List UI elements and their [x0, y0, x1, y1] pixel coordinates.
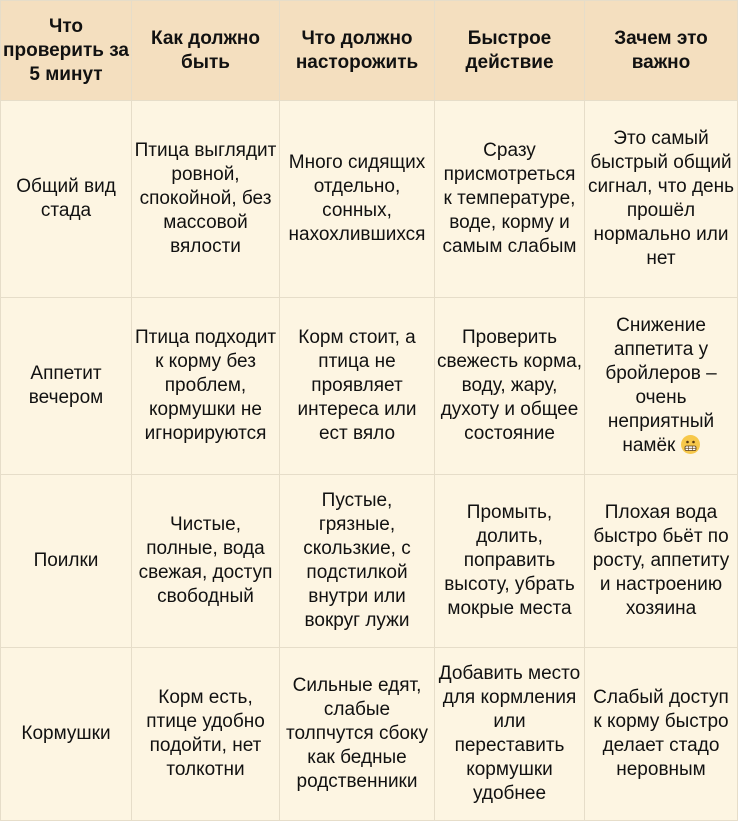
- cell-expected: Птица выглядит ровной, спокойной, без массовой вялости: [132, 101, 280, 298]
- row-label: Поилки: [1, 475, 132, 648]
- table-row: [1, 475, 738, 648]
- header-quick-action: Быстрое действие: [435, 1, 585, 101]
- cell-warning: Пустые, грязные, скользкие, с подстилкой внутри или вокруг лужи: [280, 475, 435, 648]
- table-row: [1, 648, 738, 821]
- cell-reason-text: Снижение аппетита у бройлеров – очень неприятный намёк: [605, 315, 717, 456]
- header-how-it-should-be: Как должно быть: [132, 1, 280, 101]
- header-what-to-check: Что проверить за 5 минут: [1, 1, 132, 101]
- cell-reason: Это самый быстрый общий сигнал, что день прошёл нормально или нет: [585, 101, 738, 298]
- cell-action: Сразу присмотреться к температуре, воде, корму и самым слабым: [435, 101, 585, 298]
- table-row: [1, 298, 738, 475]
- cell-warning: Много сидящих отдельно, сонных, нахохлившихся: [280, 101, 435, 298]
- cell-reason: Плохая вода быстро бьёт по росту, аппетиту и настроению хозяина: [585, 475, 738, 648]
- cell-action: Добавить место для кормления или переставить кормушки удобнее: [435, 648, 585, 821]
- cell-reason: [585, 298, 738, 475]
- row-label: Кормушки: [1, 648, 132, 821]
- cell-expected: Птица подходит к корму без проблем, кормушки не игнорируются: [132, 298, 280, 475]
- cell-warning: Корм стоит, а птица не проявляет интереса или ест вяло: [280, 298, 435, 475]
- cell-action: Проверить свежесть корма, воду, жару, духоту и общее состояние: [435, 298, 585, 475]
- row-label: Аппетит вечером: [1, 298, 132, 475]
- header-why-important: Зачем это важно: [585, 1, 738, 101]
- cell-reason: Слабый доступ к корму быстро делает стадо неровным: [585, 648, 738, 821]
- row-label: Общий вид стада: [1, 101, 132, 298]
- cell-expected: Корм есть, птице удобно подойти, нет толкотни: [132, 648, 280, 821]
- cell-expected: Чистые, полные, вода свежая, доступ свободный: [132, 475, 280, 648]
- grimacing-face-icon: [681, 435, 700, 454]
- header-warning-signs: Что должно насторожить: [280, 1, 435, 101]
- header-row: [1, 1, 738, 101]
- cell-warning: Сильные едят, слабые толпчутся сбоку как бедные родственники: [280, 648, 435, 821]
- cell-action: Промыть, долить, поправить высоту, убрать мокрые места: [435, 475, 585, 648]
- table-row: [1, 101, 738, 298]
